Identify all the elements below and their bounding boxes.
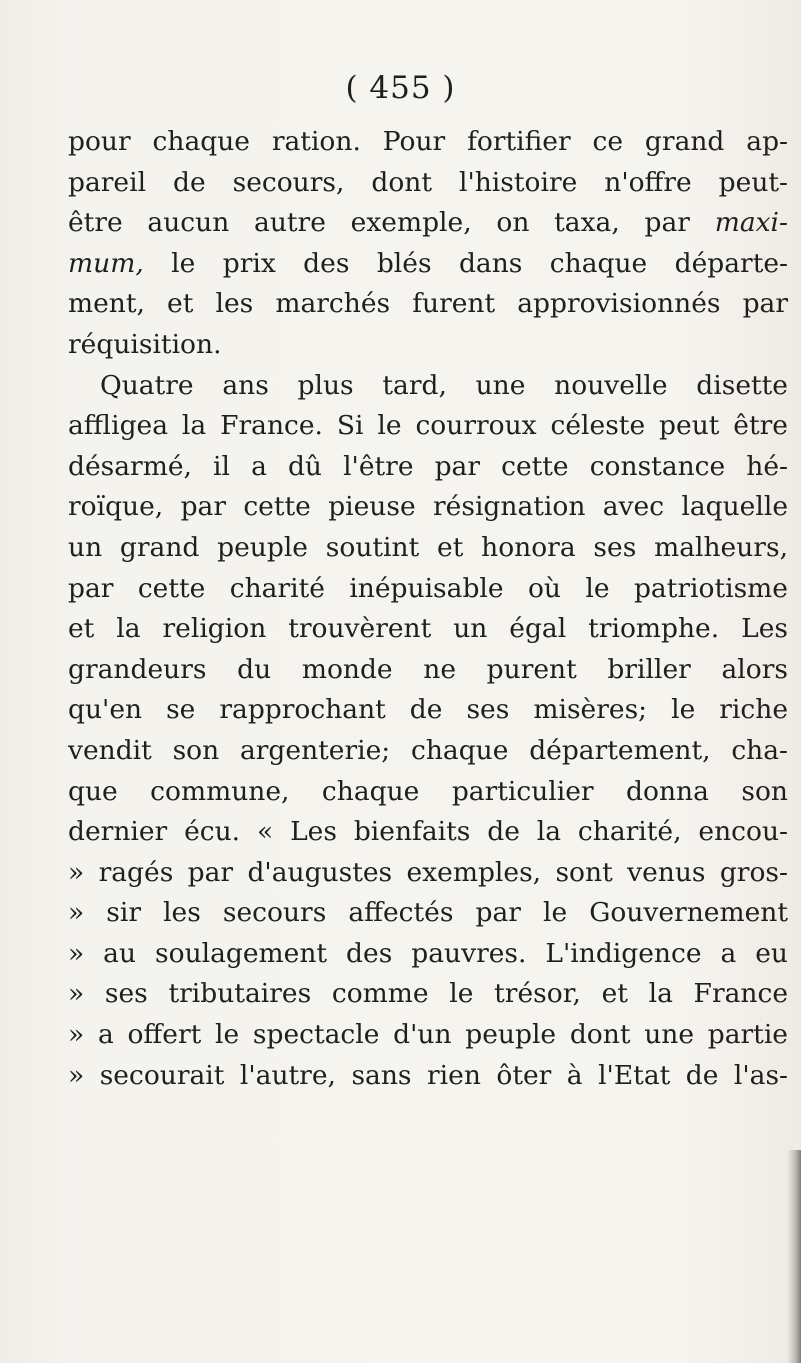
text-line: réquisition. [68,328,222,360]
page-number: ( 455 ) [345,70,456,106]
text-line: » sir les secours affectés par le Gouvernement [68,897,788,929]
text-line: ment, et les marchés furent approvisionnés par [68,288,788,320]
text-line: » ragés par d'augustes exemples, sont venus gros- [68,856,788,888]
text-line: » au soulagement des pauvres. L'indigence a eu [68,937,788,969]
text-line: pareil de secours, dont l'histoire n'offre peut- [68,166,788,198]
text-line: dernier écu. « Les bienfaits de la charité, encou- [68,816,788,848]
italic-word: mum, [68,247,144,279]
text-line: affligea la France. Si le courroux céleste peut être [68,410,788,442]
text-line: Quatre ans plus tard, une nouvelle disette [100,369,788,401]
text-line: par cette charité inépuisable où le patriotisme [68,572,788,604]
text-line: mum, le prix des blés dans chaque départe- [68,247,788,279]
text-line: grandeurs du monde ne purent briller alors [68,653,788,685]
text-line: vendit son argenterie; chaque département, cha- [68,734,788,766]
text-line: » ses tributaires comme le trésor, et la France [68,978,788,1010]
text-line: que commune, chaque particulier donna son [68,775,788,807]
text-line: un grand peuple soutint et honora ses malheurs, [68,531,788,563]
italic-word: maxi- [714,207,788,239]
page-edge-shadow [787,1150,801,1363]
text-line: » secourait l'autre, sans rien ôter à l'Etat de l'as- [68,1059,788,1091]
text-line: être aucun autre exemple, on taxa, par maxi- [68,207,788,239]
text-line: désarmé, il a dû l'être par cette constance hé- [68,450,788,482]
text-line: qu'en se rapprochant de ses misères; le riche [68,694,788,726]
text-line: pour chaque ration. Pour fortifier ce grand ap- [68,126,788,157]
text-line: roïque, par cette pieuse résignation avec laquelle [68,491,788,523]
body-text [68,122,788,1096]
text-line: » a offert le spectacle d'un peuple dont une partie [68,1019,788,1051]
text-line: et la religion trouvèrent un égal triomphe. Les [68,613,788,645]
